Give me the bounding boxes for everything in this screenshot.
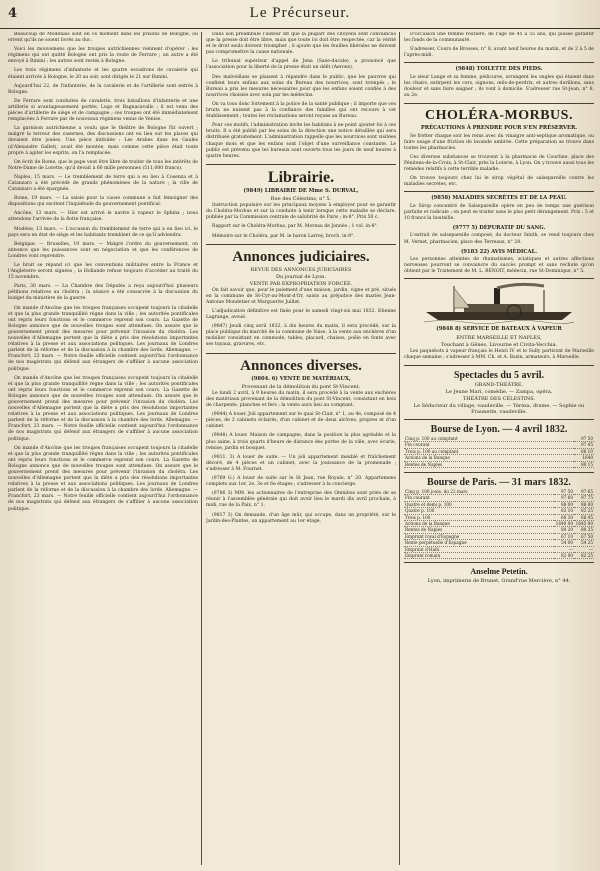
cholera-heading: CHOLÉRA-MORBUS. xyxy=(425,108,573,124)
table-label-cell: Rente perpétuelle d'Espagne xyxy=(404,540,554,546)
table-row xyxy=(404,461,594,467)
librairie-extra-2: Mémoire sur le Choléra, par M. le baron Larrey, broch. in-8°. xyxy=(212,233,355,239)
table-label-cell: Actions de la Banque xyxy=(404,455,574,461)
news-paragraph: Naples, 15 mars. — Le tremblement de terre qui a eu lieu à Cosenza et à Catanzaro a été précédé de grands phénomènes de la nature ; la ville de Catanzaro a été épargnée. xyxy=(8,174,198,193)
cholera-sub: PRÉCAUTIONS À PRENDRE POUR S'EN PRÉSERVER. xyxy=(420,125,578,132)
news-paragraph: Belgique. — Bruxelles, 19 mars. — Malgré l'ordre du gouvernement, on annonce que les puissances sont en négociation et que les conférences de Londres vont reprendre. xyxy=(8,241,198,259)
news-paragraph: Beaucoup de Modenais sont en ce moment dans les prisons de Bologne, ou errent qu'ils ne soient livrés au duc. xyxy=(8,32,198,44)
bourse-paris-table xyxy=(404,489,594,559)
judicial-notice: (9847) Jeudi cinq avril 1832, à dix heures du matin, il sera procédé, sur la place publique du marché de la commune de Vaise, à la vente aux enchères d'un mobilier consistant en commode, tables, placard, chaises, poêle en fonte avec ses tuyaux, gravures, etc. xyxy=(206,324,396,348)
news-continuation xyxy=(8,306,198,513)
librairie-address: Rue des Célestins, n° 5. xyxy=(270,196,332,203)
table-value-cell: 80 15 xyxy=(574,461,594,467)
bateaux-route: Touchant à Gênes, Livourne et Civita-Vecchia. xyxy=(440,341,558,348)
misc-notice: Le lundi 2 avril, à 9 heures du matin, il sera procédé à la vente aux enchères des matériaux provenant de la démolition du pont St-Vincent, consistant en bois de charpente, planches et fers ; la vente aura lieu au comptant. xyxy=(206,390,396,409)
bateaux-sub: ENTRE MARSEILLE ET NAPLES, xyxy=(456,334,542,341)
news-continuation-paragraph: On mande d'Ancône que les troupes françaises occupent toujours la citadelle et que la plus grande tranquillité règne dans la ville ; les autorités pontificales ont repris leurs fonctions et le commerce reprend son cours. La Gazette de Bologne annonce que de nouvelles troupes sont attendues. On assure que le gouvernement prend des mesures pour prévenir l'invasion du choléra. Les nouvelles d'Allemagne portent que la diète a pris des résolutions importantes relatives à la presse et aux associations politiques. Les journaux de Londres parlent de la réforme et de la discussion à la chambre des lords. Allemagne. — Francfort, 23 mars. — Notre feuille officielle contient aujourd'hui l'ordonnance de nos magistrats qui défend aux étrangers de s'affilier à aucune association politique. xyxy=(8,445,198,512)
steamboat-illustration xyxy=(424,282,574,324)
section-rule xyxy=(206,244,396,245)
cholera-paragraph: Se frotter chaque soir les reins avec du vinaigre anti-septique aromatique, ou faire usage d'une friction de lavande ambrée. Cette préparation se trouve dans toutes les pharmacies. xyxy=(404,133,594,151)
bourse-paris-heading: Bourse de Paris. — 31 mars 1832. xyxy=(427,476,571,488)
table-value-cell: — xyxy=(574,546,594,552)
judicial-notice: On fait savoir que, pour le paiement d'une maison, jardin, vigne et pré, situés en la commune de St-Cyr-au-Mont-d'Or, saisis au préjudice des mariés Jean-Antoine Mondetier et Marguerite Juillet. xyxy=(206,287,396,305)
judicial-notices xyxy=(206,288,396,349)
section-rule xyxy=(404,278,594,279)
spectacles-heading: Spectacles du 5 avril. xyxy=(454,369,544,381)
column-2 xyxy=(206,32,396,865)
table-label-cell: Cinq p. 100 jouis. du 22 mars xyxy=(404,489,554,495)
news-paragraph: Voici les mouvemens que les troupes autrichiennes viennent d'opérer : les régimens qui ont quitté Bologne ont pris la route de Ferrare ; un autre a été envoyé à Rimini ; les autres sont restés à Bologne. xyxy=(8,47,198,65)
table-label-cell: Rentes de Naples xyxy=(404,461,574,467)
librairie-heading: Librairie. xyxy=(267,168,335,186)
page-number: 4 xyxy=(8,6,18,21)
table-label-cell: Fin courant xyxy=(404,442,574,448)
table-value-cell: 1640 xyxy=(574,455,594,461)
table-value-cell: 83 10 xyxy=(554,508,574,514)
table-label-cell: Emprunt romain xyxy=(404,552,554,558)
news-paragraph: Modène, 13 mars. — L'occasion du tremblement de terre qui a eu lieu ici, le pays sera en état de siège et les habitants tremblent de ce qu'il adviendra. xyxy=(8,226,198,238)
imprint: Lyon, imprimerie de Brunet, Grand'rue Mercière, n° 44. xyxy=(427,578,571,585)
table-value-cell: 68 10 xyxy=(574,448,594,454)
news-continuation-paragraph: On mande d'Ancône que les troupes françaises occupent toujours la citadelle et que la plus grande tranquillité règne dans la ville ; les autorités pontificales ont repris leurs fonctions et le commerce reprend son cours. La Gazette de Bologne annonce que de nouvelles troupes sont attendues. On assure que le gouvernement prend des mesures pour prévenir l'invasion du choléra. Les nouvelles d'Allemagne portent que la diète a pris des résolutions importantes relatives à la presse et aux associations politiques. Les journaux de Londres parlent de la réforme et de la discussion à la chambre des lords. Allemagne. — Francfort, 23 mars. — Notre feuille officielle contient aujourd'hui l'ordonnance de nos magistrats qui défend aux étrangers de s'affilier à aucune association politique. xyxy=(8,305,198,372)
depuratif-title: (9777 5) DÉPURATIF DU SANG. xyxy=(452,225,546,231)
cholera-paragraphs xyxy=(404,134,594,189)
section-rule xyxy=(404,62,594,63)
table-label-cell: Fin courant xyxy=(404,495,554,501)
signature: Anselme Petetin. xyxy=(470,567,528,577)
column-rule xyxy=(201,32,202,865)
news-paragraph: Le bruit se répand ici que les conventions militaires entre la France et l'Angleterre seront signées ; la Hollande refuse toujours d'accéder au traité du 15 novembre. xyxy=(8,263,198,281)
news-paragraph: Paris, 30 mars. — La Chambre des Députés a reçu aujourd'hui plusieurs pétitions relatives au choléra ; la séance a été consacrée à la discussion du budget du ministère de la guerre. xyxy=(8,284,198,302)
bourse-lyon-heading: Bourse de Lyon. — 4 avril 1832. xyxy=(430,423,568,435)
misc-notice: (9844) A louer. Joli appartement sur le quai St-Clair, n° 1, au 4e, composé de 4 pièces, de 2 cabinets éclairés, d'un cabinet et de deux alcôves, propres et d'un cabinet. xyxy=(206,412,396,430)
theatre-1: GRAND-THÉÂTRE. xyxy=(474,381,524,388)
table-label-cell: Trois p. 100 au comptant xyxy=(404,448,574,454)
table-value-cell: 97 45 xyxy=(574,442,594,448)
news-continuation-paragraph: On mande d'Ancône que les troupes françaises occupent toujours la citadelle et que la plus grande tranquillité règne dans la ville ; les autorités pontificales ont repris leurs fonctions et le commerce reprend son cours. La Gazette de Bologne annonce que de nouvelles troupes sont attendues. On assure que le gouvernement prend des mesures pour prévenir l'invasion du choléra. Les nouvelles d'Allemagne portent que la diète a pris des résolutions importantes relatives à la presse et aux associations politiques. Les journaux de Londres parlent de la réforme et de la discussion à la chambre des lords. Allemagne. — Francfort, 23 mars. — Notre feuille officielle contient aujourd'hui l'ordonnance de nos magistrats qui défend aux étrangers de s'affilier à aucune association politique. xyxy=(8,375,198,442)
article-paragraph: Dans son préambule l'auteur dit que la plupart des citoyens sont convaincus que la presse doit être libre, mais que toute loi doit être respectée, car la vérité et le droit seuls doivent triompher ; il ajoute que les feuilles libérales ne doivent pas compromettre la cause nationale. xyxy=(206,32,396,56)
table-value-cell: 83 25 xyxy=(574,508,594,514)
bateaux-text: Les paquebots à vapeur français le Henri IV et le Sully partiront de Marseille chaque semaine ; s'adresser à MM. Ch. et A. Bazin, armateurs, à Marseille. xyxy=(404,348,594,360)
table-value-cell: 97 75 xyxy=(574,495,594,501)
newspaper-title: Le Précurseur. xyxy=(249,5,351,21)
annonces-sub-3: VENTE PAR EXPROPRIATION FORCÉE. xyxy=(249,280,353,287)
table-value-cell: 80 35 xyxy=(574,527,594,533)
cholera-paragraph: On trouve toujours chez lui le sirop végétal de salsepareille contre les maladies secrètes, etc. xyxy=(404,176,594,188)
table-value-cell: 1645 00 xyxy=(575,520,593,526)
table-label-cell: Quatre et demi p. 100 xyxy=(404,501,554,507)
article-paragraph: On va tous donc fortement à la police de la santé publique ; il importe que ces bruits ne nuisent pas à la confiance des familles qui ont recours à cet établissement ; toutes les réclamations seront reçues au Bureau. xyxy=(206,101,396,120)
avis-title: (9183 22) AVIS MÉDICAL. xyxy=(460,248,538,255)
depuratif-text: L'extrait de salsepareille composé, du docteur Smith, se vend toujours chez M. Vernet, pharmacien, place des Terreaux, n° 28. xyxy=(404,233,594,245)
sale-subtitle: Provenant de la démolition du pont St-Vincent. xyxy=(241,383,361,390)
table-value-cell: 80 20 xyxy=(554,527,574,533)
librairie-notice-title: (9849) LIBRAIRIE DE Mme S. DURVAL, xyxy=(243,187,359,194)
theatre-2: THÉÂTRE DES CÉLESTINS. xyxy=(462,395,536,402)
maladies-title: (9858) MALADIES SECRÈTES ET DE LA PEAU. xyxy=(431,195,567,202)
table-value-cell: 97 50 xyxy=(574,436,594,442)
table-label-cell: Rentes de Naples xyxy=(404,527,554,533)
theatre-1-program: Le Jeune Mari, comédie. — Zampa, opéra. xyxy=(445,388,553,395)
table-label-cell: Actions de la Banque xyxy=(404,520,554,526)
article-paragraphs xyxy=(206,32,396,120)
annonces-judiciaires-heading: Annonces judiciaires. xyxy=(232,248,370,265)
annonces-sub-2: Du journal de Lyon. xyxy=(275,273,326,280)
article-paragraph: Le tribunal supérieur d'appel de Jena (Saxe-ducale), a prononcé que l'association pour la liberté de la presse était un délit (Aerons). xyxy=(206,59,396,71)
misc-notice: (9786 3) MM. les actionnaires de l'entreprise des Omnibus sont priés de se réunir à l'assemblée générale qui doit avoir lieu le mardi dix avril prochain, à midi, rue de la Paix, n° 1. xyxy=(206,491,396,509)
table-label-cell: Emprunt royal d'Espagne xyxy=(404,533,554,539)
table-value-cell: 67 50 xyxy=(574,533,594,539)
misc-notice: (9811. 3) A louer de suite. — Un joli appartement meublé et fraîchement décoré, de 4 pièces et un cabinet, avec la jouissance de la promenade ; s'adresser à M. Fournet. xyxy=(206,454,396,472)
table-value-cell: 1640 00 xyxy=(555,520,573,526)
news-paragraph: Rome, 19 mars. — La saisie pour la cause commune a fait témoigner des dispositions qui excitent l'inquiétude du gouvernement pontifical. xyxy=(8,196,198,208)
misc-notice: (9769 G.) A louer de suite sur le St Jean, rue Royale, n° 20. Appartemens complets aux 1er, 2e, 3e et 6e étages ; s'adresser à la concierge. xyxy=(206,476,396,488)
table-label-cell: Cinq p. 100 au comptant xyxy=(404,436,574,442)
cholera-paragraph: Ces diverses substances se trouvent à la pharmacie de Courtine, place des Pénitens-de-la-Croix, à St-Clair, près la Loterie, à Lyon. On y trouve aussi tous les remèdes relatifs à cette terrible maladie. xyxy=(404,154,594,173)
table-label-cell: Trois p. 100 xyxy=(404,514,554,520)
table-value-cell: 67 10 xyxy=(554,533,574,539)
table-label-cell: Quatre p. 100 xyxy=(404,508,554,514)
table-value-cell: 54 00 xyxy=(554,540,574,546)
toilette-title: (9848) TOILETTE DES PIEDS. xyxy=(455,66,543,73)
annonces-sub-1: REVUE DES ANNONCES JUDICIAIRES xyxy=(250,266,352,273)
section-rule xyxy=(404,103,594,104)
column-rule xyxy=(399,32,400,865)
table-value-cell: 68 30 xyxy=(554,514,574,520)
table-value-cell: 54 25 xyxy=(574,540,594,546)
section-rule xyxy=(404,365,594,366)
table-value-cell: 68 45 xyxy=(574,514,594,520)
section-rule xyxy=(206,353,396,354)
news-paragraph: Les trois régimens d'infanterie et les quatre escadrons de cavalerie qui étaient arrivés à Bologne, le 20 au soir, sont dirigés le 21 sur Rimini. xyxy=(8,68,198,80)
news-paragraph: On écrit de Rome, que le pape veut être libre de traiter de tous les intérêts de Notre-Dame de Lorette, qu'il devait à 60 mille personnes (511,000 francs). xyxy=(8,159,198,171)
theatre-2-program: Le Séducteur du village, vaudeville. — Téréza, drame. — Sophie ou Fraunette, vaudeville. xyxy=(413,402,585,415)
judicial-notice: L'adjudication définitive est fixée pour le samedi vingt-six mai 1832. Etienne Lagrange, avoué. xyxy=(206,308,396,321)
news-paragraph: De Ferrare sont conduites de cavalerie, trois bataillons d'infanterie et une artillerie si avantageusement portée, Lugo et Bagnacavallo ; il est venu des pièces d'artillerie de siège et de campagne ; ces troupes ont été immédiatement remplacées à Ferrare par de nouveaux régimens venus de Venise. xyxy=(8,98,198,123)
section-rule xyxy=(404,562,594,563)
misc-notices xyxy=(206,391,396,525)
news-paragraphs xyxy=(8,32,198,303)
table-value-cell: 97 60 xyxy=(554,495,574,501)
table-value-cell: 82 25 xyxy=(574,552,594,558)
maladies-text: Le Sirop concentré de Salsepareille opère en peu de temps une guérison parfaite et radicale ; on peut se traiter sans le plus petit dérangement. Prix : 5 et 10 francs la bouteille. xyxy=(404,203,594,221)
bourse-lyon-table xyxy=(404,436,594,468)
column-1 xyxy=(8,32,198,865)
section-rule xyxy=(404,191,594,192)
bateaux-title: (9848 8) SERVICE DE BATEAUX À VAPEUR xyxy=(436,326,562,333)
librairie-text: Instruction populaire sur les principaux moyens à employer pour se garantir du Choléra-Morbus et sur la conduite à tenir lorsque cette maladie se déclare, publiée par la Commission centrale de salubrité de Paris ; in-8°. Prix 50 c. xyxy=(206,203,396,221)
table-value-cell: 88 00 xyxy=(554,501,574,507)
librairie-extra: Rapport sur le Choléra-Morbus, par M. Moreau de Jonnès ; 1 vol. in-8°. xyxy=(212,224,379,230)
article-paragraph: Des malveillans se plaisent à répandre dans le public, que les pauvres qui confient leurs enfans aux soins du Bureau des nourrices, sont trompés ; le Bureau a pris les mesures nécessaires pour que les enfans soient confiés à des nourrices choisies avec soin par les médecins. xyxy=(206,74,396,98)
news-paragraph: La garnison autrichienne a voulu que le théâtre de Bologne fût ouvert ; malgré la terreur des casernes, des discussions ont eu lieu sur les places qui devaient être jouées. Une pièce intitulée : Les Arabes dans les Gaules (d'Alexandre Gallet), avait été montée, mais comme cette pièce était toute propre à agiter les esprits, on l'a remplacée. xyxy=(8,126,198,156)
section-rule xyxy=(206,164,396,165)
section-rule xyxy=(404,472,594,473)
annonces-diverses-heading: Annonces diverses. xyxy=(240,357,362,374)
table-value-cell: 97 65 xyxy=(574,489,594,495)
table-value-cell: 82 00 xyxy=(554,552,574,558)
misc-notice: (9817 3) On demande, d'un âge mûr, qui occupe, dans un propriété, sur le Jardin-des-Plantes, un appartement au 1er étage. xyxy=(206,512,396,524)
table-value-cell: 97 50 xyxy=(554,489,574,495)
toilette-text: Le sieur Lange et sa femme, pédicures, arrangent les ongles qui étaient dans les chairs, extirpent les cors, oignons, œils-de-perdrix, et autres durillons, sans douleur et sans faire saigner ; ils vont à domicile. S'adresser rue St-Jean, n° 8, au 2e. xyxy=(404,74,594,99)
top-notice: S'adresser, Cours de Brosses, n° 8, avant neuf heures du matin, et de 2 à 5 de l'après-midi. xyxy=(404,47,594,59)
top-notices xyxy=(404,32,594,59)
news-paragraph: Ancône, 13 mars. — Hier est arrivé le navire à vapeur le Sphinx ; nous attendons l'arrivée de la flotte française. xyxy=(8,211,198,223)
masthead xyxy=(0,0,600,29)
table-row xyxy=(404,552,594,558)
section-rule xyxy=(404,419,594,420)
table-value-cell: — xyxy=(554,546,574,552)
top-notice: D'occasion une femme routière, de l'âge de 45 à 55 ans, qui puisse garantir les fonds de la communauté. xyxy=(404,32,594,44)
misc-notice: (9848) A louer. Maison de campagne, dans la position la plus agréable et la plus saine, à trois quarts d'heure de distance des portes de la ville, avec écurie, remise, jardin et bosquet. xyxy=(206,433,396,451)
table-label-cell: Emprunt d'Haïti xyxy=(404,546,554,552)
avis-text: Les personnes atteintes de rhumatismes, sciatiques et autres affections nerveuses pourront se convaincre du succès prompt et sans rechute qu'on obtient par le Traitement de M. L. BENOIT, médecin, rue St-Dominique, n° 5. xyxy=(404,257,594,275)
article-continuation: Pour ces motifs, l'administration invite les habitans à ne point ajouter foi à ces bruits. Il a été publié par les soins de la direction une notice détaillée qui sera distribuée gratuitement. L'administration rappelle que les nourrices sont visitées chaque mois et que les enfans sont l'objet d'une surveillance constante. Le public est prévenu que les bureaux sont ouverts tous les jours de neuf heures à quatre heures. xyxy=(206,123,396,159)
sale-title: (9804. 6) VENTE DE MATÉRIAUX, xyxy=(251,375,351,382)
column-3 xyxy=(404,32,594,865)
table-value-cell: 88 00 xyxy=(574,501,594,507)
news-paragraph: Aujourd'hui 22, de l'infanterie, de la cavalerie et de l'artillerie sont entrés à Bologne. xyxy=(8,83,198,95)
